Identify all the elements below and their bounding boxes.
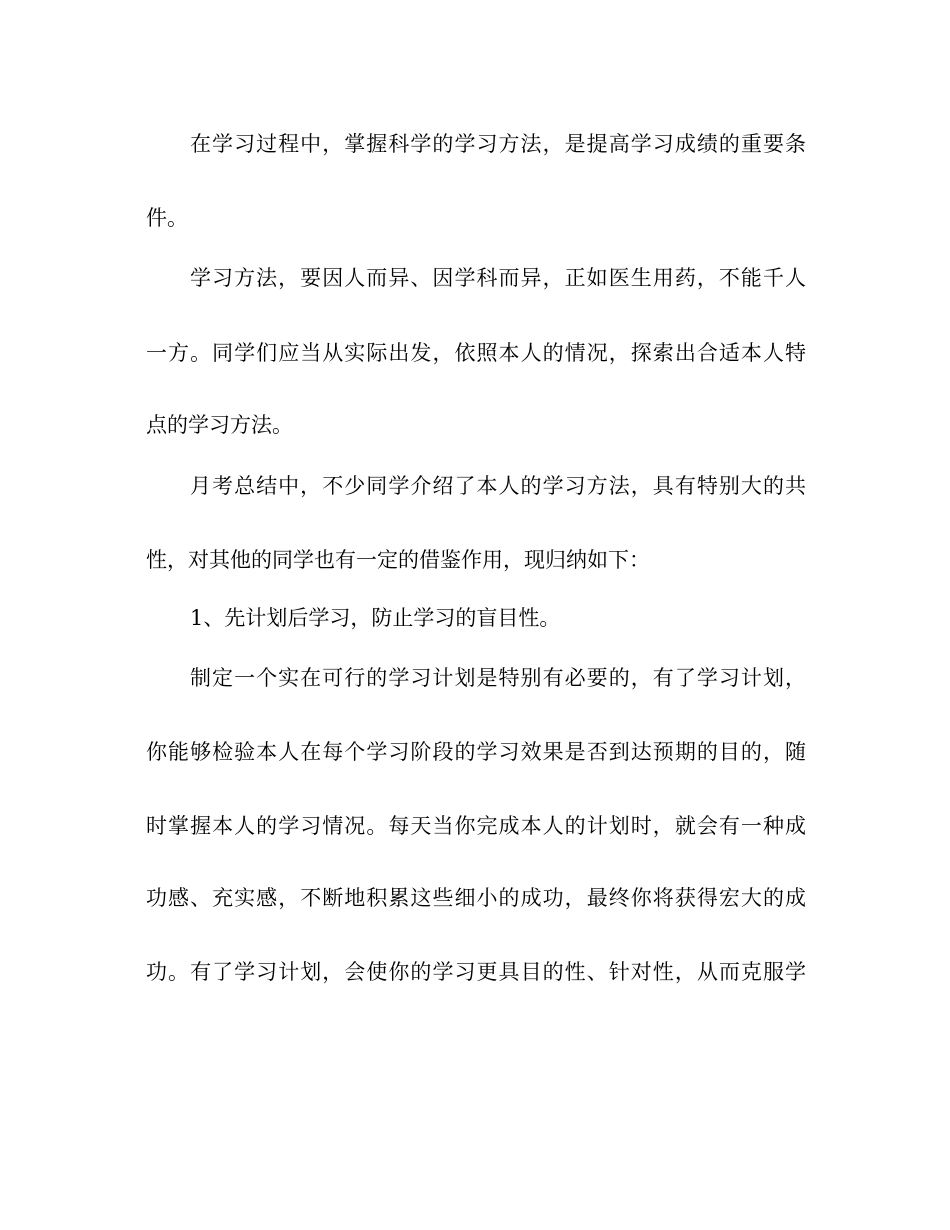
paragraph-4-line-2: 你能够检验本人在每个学习阶段的学习效果是否到达预期的目的，随 [146,740,806,764]
list-item-heading: 1、先计划后学习，防止学习的盲目性。 [190,606,561,630]
paragraph-2-line-2: 一方。同学们应当从实际出发，依照本人的情况，探索出合适本人特 [146,341,806,365]
paragraph-4-line-5: 功。有了学习计划，会使你的学习更具目的性、针对性，从而克服学 [146,960,806,984]
paragraph-3-line-1: 月考总结中，不少同学介绍了本人的学习方法，具有特别大的共 [190,474,806,498]
paragraph-4-line-4: 功感、充实感，不断地积累这些细小的成功，最终你将获得宏大的成 [146,886,806,910]
paragraph-2-line-1: 学习方法，要因人而异、因学科而异，正如医生用药，不能千人 [190,266,806,290]
paragraph-4-line-1: 制定一个实在可行的学习计划是特别有必要的，有了学习计划， [190,666,806,690]
paragraph-2-line-3: 点的学习方法。 [146,413,293,437]
paragraph-3-line-2: 性，对其他的同学也有一定的借鉴作用，现归纳如下： [146,548,650,572]
paragraph-1-line-1: 在学习过程中，掌握科学的学习方法，是提高学习成绩的重要条 [190,132,806,156]
paragraph-4-line-3: 时掌握本人的学习情况。每天当你完成本人的计划时，就会有一种成 [146,814,806,838]
paragraph-1-line-2: 件。 [146,206,188,230]
